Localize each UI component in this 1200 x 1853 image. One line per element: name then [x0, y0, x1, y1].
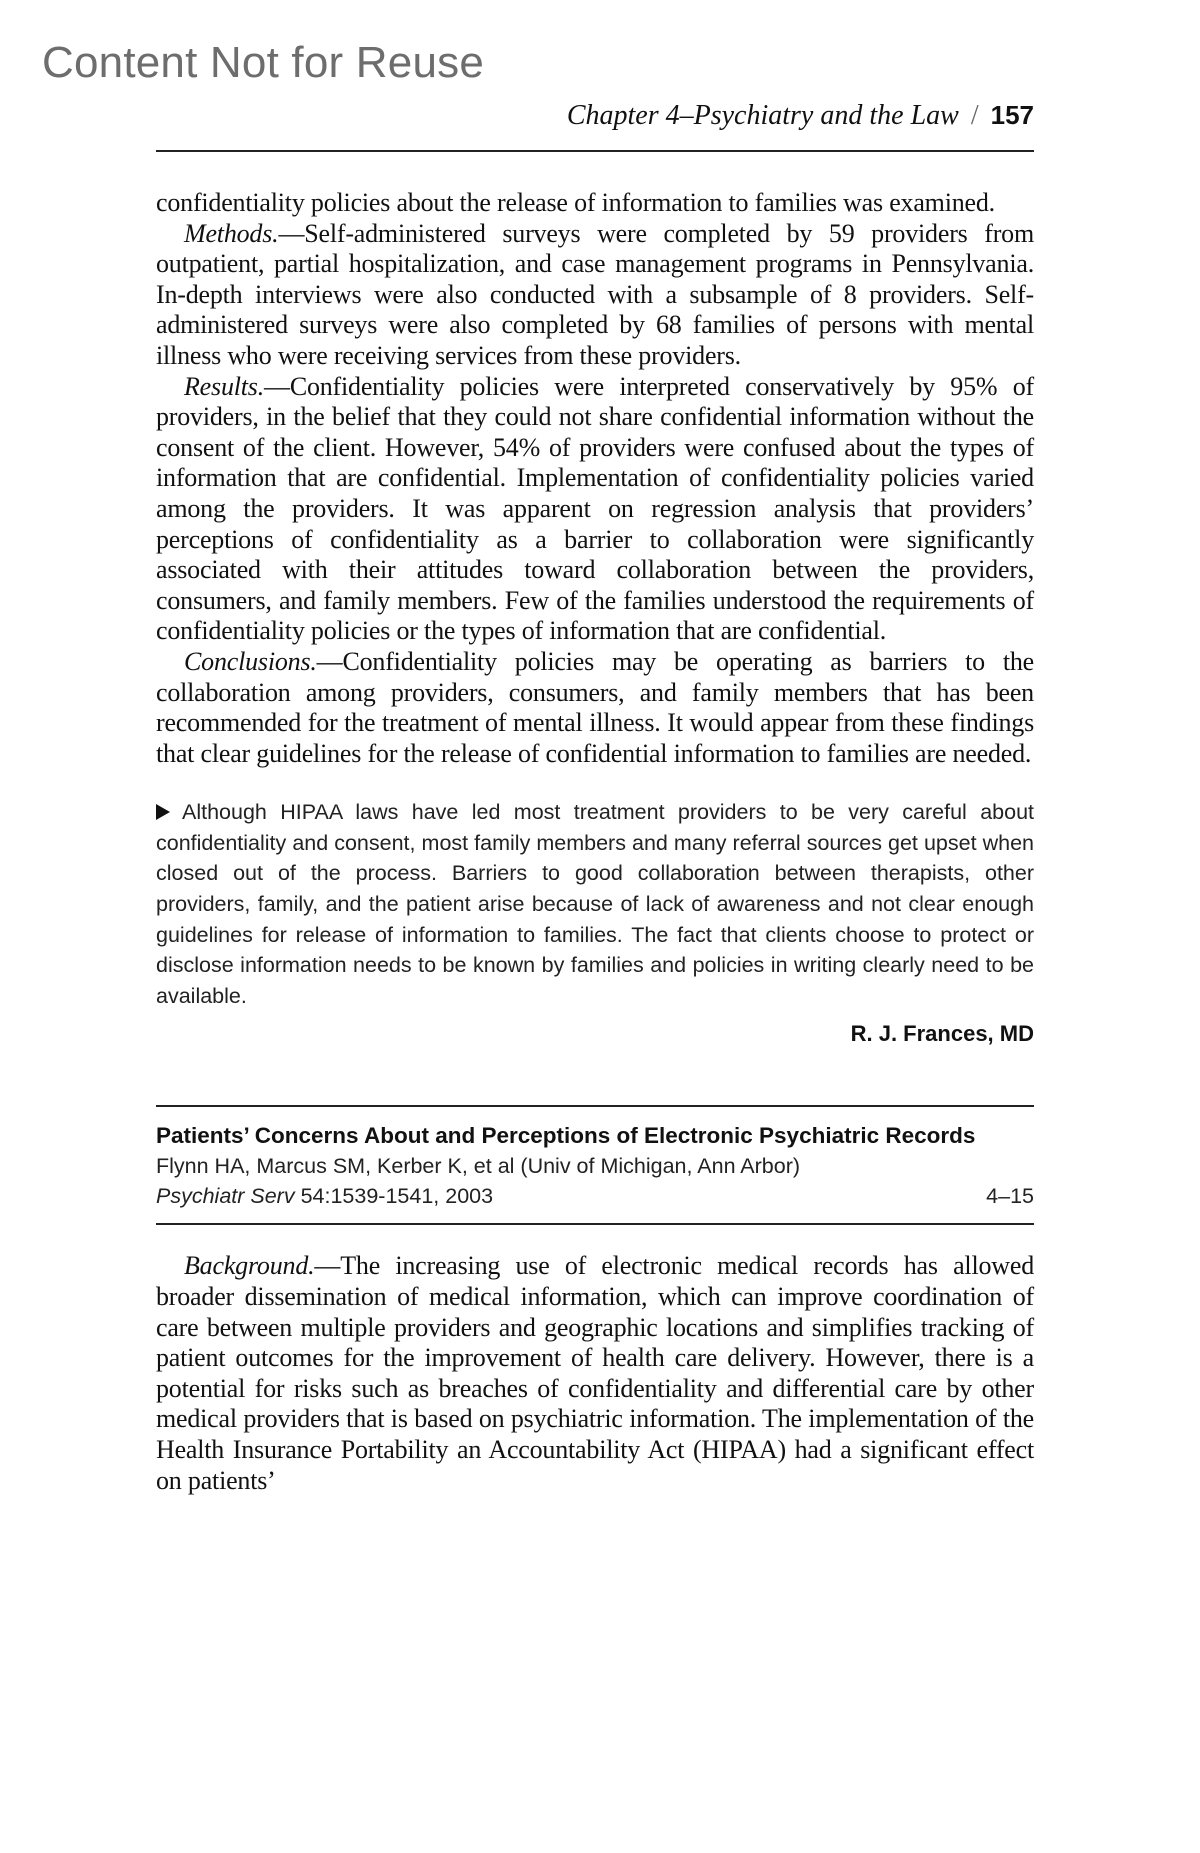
results-label: Results.: [184, 371, 265, 401]
conclusions-label: Conclusions.: [184, 646, 317, 676]
methods-text: —Self-administered surveys were completed by 59 providers from outpatient, partial hospitalization, and case management programs in Pennsylvania. In-depth interviews were also conducted with a subsample of 8 providers. Self-administered surveys were also completed by 68 families of persons with mental illness who were receiving services from these providers.: [156, 218, 1034, 370]
article-authors: Flynn HA, Marcus SM, Kerber K, et al (Univ of Michigan, Ann Arbor): [156, 1154, 801, 1179]
watermark: Content Not for Reuse: [42, 38, 484, 87]
article-citation: [156, 1105, 1034, 1225]
arrow-bullet-icon: [156, 804, 170, 820]
background-paragraph: [156, 1251, 1034, 1496]
page: [156, 100, 1034, 1496]
methods-paragraph: [156, 219, 1034, 372]
journal-reference: [156, 1181, 493, 1211]
comment-author: R. J. Frances, MD: [850, 1021, 1034, 1047]
comment-text: Although HIPAA laws have led most treatment providers to be very careful about confidentiality and consent, most family members and many referral sources get upset when closed out of the process. Barriers to good collaboration between therapists, other providers, family, and the patient arise because of lack of awareness and not clear enough guidelines for release of information to families. The fact that clients choose to protect or disclose information needs to be known by families and policies in writing clearly need to be available.: [156, 800, 1034, 1008]
running-head-separator: /: [970, 100, 979, 131]
article-body: [156, 1251, 1034, 1496]
methods-label: Methods.: [184, 218, 279, 248]
abstract-body: [156, 188, 1034, 769]
conclusions-paragraph: [156, 647, 1034, 769]
journal-name: Psychiatr Serv: [156, 1184, 295, 1209]
article-title: Patients’ Concerns About and Perceptions of Electronic Psychiatric Records: [156, 1123, 976, 1149]
conclusions-text: —Confidentiality policies may be operating as barriers to the collaboration among providers, consumers, and family members that has been recommended for the treatment of mental illness. It would appear from these findings that clear guidelines for the release of confidential information to families are needed.: [156, 646, 1034, 768]
results-paragraph: [156, 372, 1034, 647]
reference-number: 4–15: [986, 1184, 1034, 1209]
journal-line: [156, 1181, 1034, 1211]
editor-comment: [156, 797, 1034, 1011]
page-number: 157: [990, 100, 1034, 130]
background-label: Background.: [184, 1251, 315, 1281]
journal-volume-pages: 54:1539-1541, 2003: [294, 1184, 494, 1209]
running-head: [156, 100, 1034, 152]
background-text: —The increasing use of electronic medical records has allowed broader dissemination of medical information, which can improve coordination of care between multiple providers and geographic locations and simplifies tracking of patient outcomes for the improvement of health care delivery. However, there is a potential for risks such as breaches of confidentiality and differential care by other medical providers that is based on psychiatric information. The implementation of the Health Insurance Portability an Accountability Act (HIPAA) had a significant effect on patients’: [156, 1251, 1034, 1495]
chapter-title: Chapter 4–Psychiatry and the Law: [566, 100, 959, 131]
continuation-paragraph: confidentiality policies about the release of information to families was examined.: [156, 188, 995, 217]
results-text: —Confidentiality policies were interpreted conservatively by 95% of providers, in the belief that they could not share confidential information without the consent of the client. However, 54% of providers were confused about the types of information that are confidential. Implementation of confidentiality policies varied among the providers. It was apparent on regression analysis that providers’ perceptions of confidentiality as a barrier to collaboration were significantly associated with their attitudes toward collaboration between the providers, consumers, and family members. Few of the families understood the requirements of confidentiality policies or the types of information that are confidential.: [156, 371, 1034, 646]
